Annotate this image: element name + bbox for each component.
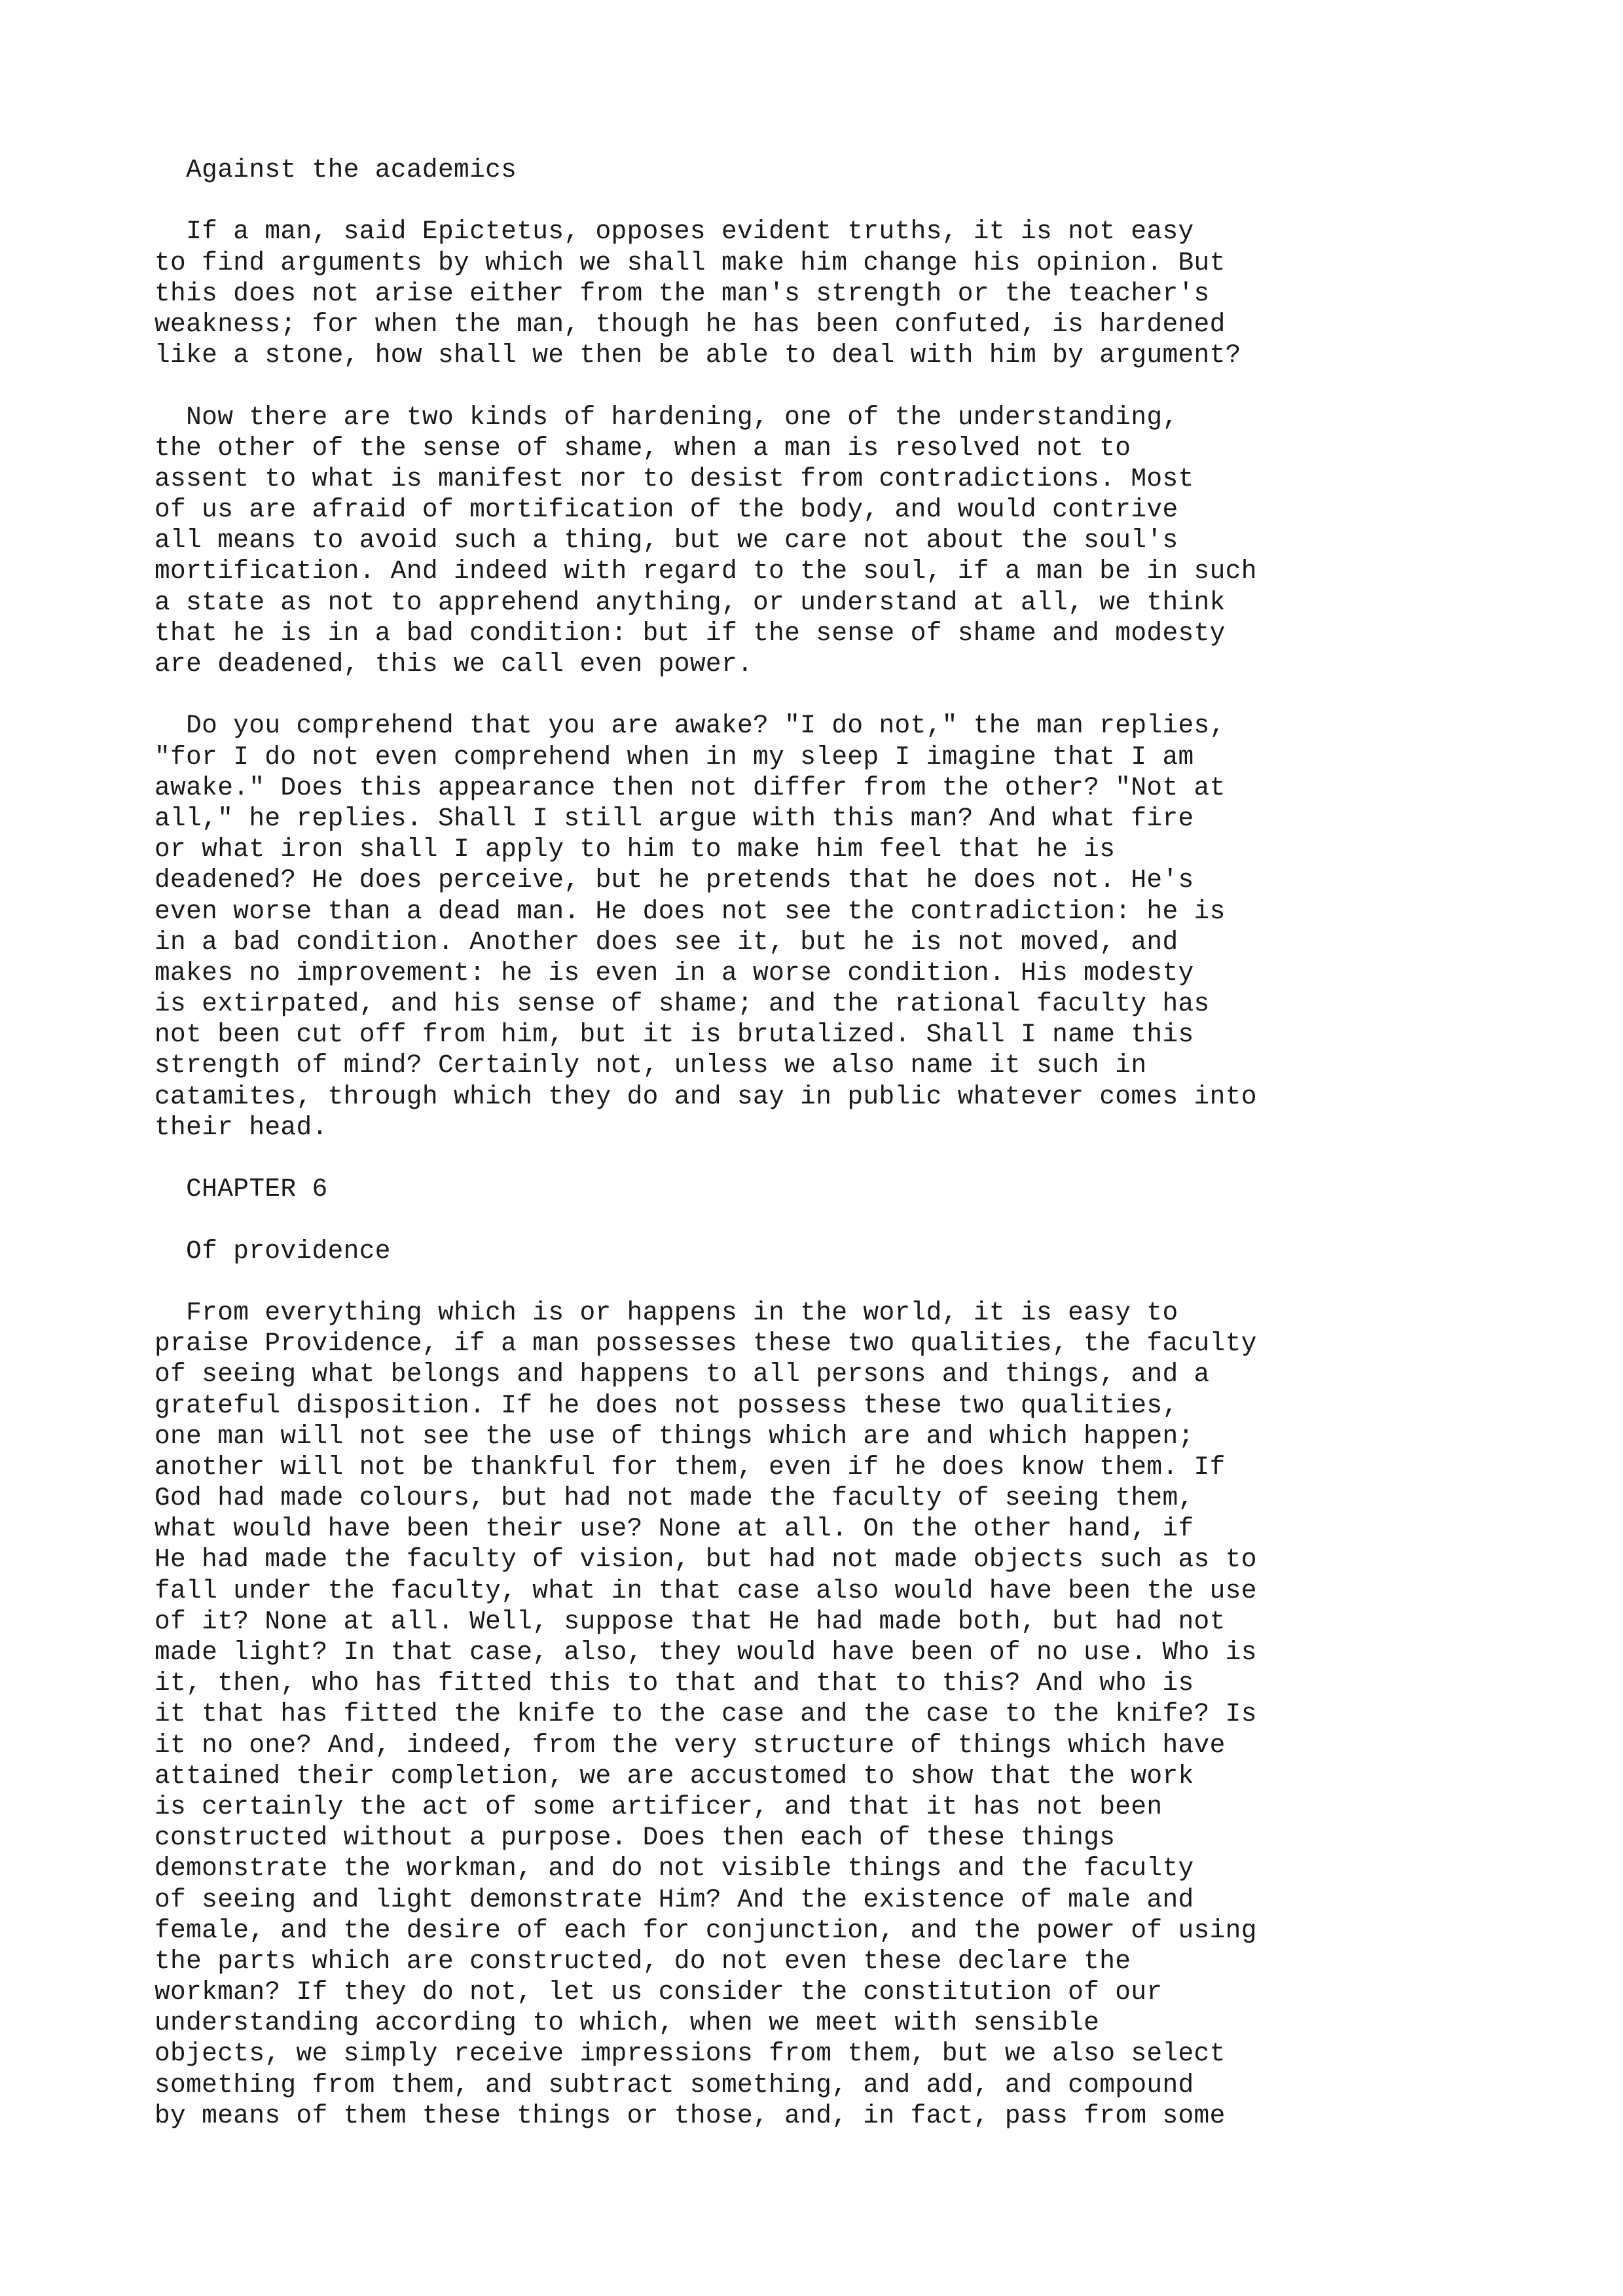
text-line: Of providence — [155, 1236, 391, 1266]
text-line: understanding according to which, when we meet with sensible — [155, 2008, 1100, 2038]
text-line: Against the academics — [155, 155, 517, 185]
blank-line — [155, 1143, 1529, 1174]
text-line: made light? In that case, also, they would have been of no use. Who is — [155, 1638, 1257, 1667]
text-line: praise Providence, if a man possesses these two qualities, the faculty — [155, 1329, 1257, 1359]
text-line: all means to avoid such a thing, but we care not about the soul's — [155, 526, 1178, 556]
text-line: mortification. And indeed with regard to the soul, if a man be in such — [155, 556, 1257, 586]
text-line: weakness; for when the man, though he has been confuted, is hardened — [155, 309, 1226, 339]
blank-line — [155, 185, 1529, 216]
text-line: of seeing what belongs and happens to all persons and things, and a — [155, 1359, 1210, 1390]
text-line: it no one? And, indeed, from the very structure of things which have — [155, 1730, 1226, 1760]
text-line: strength of mind? Certainly not, unless we also name it such in — [155, 1050, 1147, 1081]
text-line: the parts which are constructed, do not even these declare the — [155, 1946, 1131, 1976]
text-line: makes no improvement: he is even in a worse condition. His modesty — [155, 958, 1194, 988]
text-line: catamites, through which they do and say in public whatever comes into — [155, 1081, 1257, 1111]
text-line: all," he replies. Shall I still argue with this man? And what fire — [155, 803, 1194, 833]
blank-line — [155, 1266, 1529, 1297]
text-line: "for I do not even comprehend when in my sleep I imagine that I am — [155, 742, 1194, 772]
text-line: the other of the sense of shame, when a man is resolved not to — [155, 433, 1131, 463]
text-line: are deadened, this we call even power. — [155, 649, 754, 679]
text-line: CHAPTER 6 — [155, 1174, 328, 1204]
text-line: Do you comprehend that you are awake? "I do not," the man replies, — [155, 711, 1226, 741]
text-line: not been cut off from him, but it is brutalized. Shall I name this — [155, 1020, 1194, 1050]
text-line: is certainly the act of some artificer, and that it has not been — [155, 1791, 1163, 1821]
text-line: this does not arise either from the man's strength or the teacher's — [155, 278, 1210, 308]
blank-line — [155, 679, 1529, 710]
text-line: to find arguments by which we shall make him change his opinion. But — [155, 247, 1226, 278]
blank-line — [155, 370, 1529, 401]
text-line: in a bad condition. Another does see it, but he is not moved, and — [155, 927, 1178, 957]
text-line: workman? If they do not, let us consider the constitution of our — [155, 1977, 1163, 2007]
text-line: by means of them these things or those, and, in fact, pass from some — [155, 2100, 1226, 2130]
text-line: of seeing and light demonstrate Him? And the existence of male and — [155, 1884, 1194, 1914]
text-line: He had made the faculty of vision, but had not made objects such as to — [155, 1545, 1257, 1575]
text-line: a state as not to apprehend anything, or understand at all, we think — [155, 587, 1226, 617]
text-line: constructed without a purpose. Does then each of these things — [155, 1823, 1116, 1853]
text-line: grateful disposition. If he does not possess these two qualities, — [155, 1390, 1178, 1420]
text-line: is extirpated, and his sense of shame; and the rational faculty has — [155, 989, 1210, 1019]
text-line: From everything which is or happens in the world, it is easy to — [155, 1297, 1178, 1327]
text-line: deadened? He does perceive, but he pretends that he does not. He's — [155, 865, 1194, 895]
text-line: their head. — [155, 1112, 328, 1142]
text-line: that he is in a bad condition: but if the sense of shame and modesty — [155, 618, 1226, 648]
text-line: demonstrate the workman, and do not visible things and the faculty — [155, 1854, 1194, 1884]
text-line: even worse than a dead man. He does not see the contradiction: he is — [155, 896, 1226, 926]
text-line: it, then, who has fitted this to that and that to this? And who is — [155, 1668, 1194, 1698]
text-line: fall under the faculty, what in that case also would have been the use — [155, 1575, 1257, 1605]
text-line: another will not be thankful for them, even if he does know them. If — [155, 1452, 1226, 1482]
blank-line — [155, 1204, 1529, 1235]
text-line: of it? None at all. Well, suppose that He had made both, but had not — [155, 1606, 1226, 1636]
text-line: assent to what is manifest nor to desist from contradictions. Most — [155, 463, 1194, 493]
text-line: awake." Does this appearance then not differ from the other? "Not at — [155, 772, 1226, 802]
text-line: objects, we simply receive impressions from them, but we also select — [155, 2039, 1226, 2069]
text-line: If a man, said Epictetus, opposes evident truths, it is not easy — [155, 217, 1194, 247]
text-line: like a stone, how shall we then be able to deal with him by argument? — [155, 340, 1241, 370]
text-line: Now there are two kinds of hardening, one of the understanding, — [155, 402, 1178, 432]
text-line: of us are afraid of mortification of the body, and would contrive — [155, 495, 1178, 525]
text-line: it that has fitted the knife to the case and the case to the knife? Is — [155, 1699, 1257, 1729]
document-body-text — [155, 154, 1529, 2131]
text-line: female, and the desire of each for conjunction, and the power of using — [155, 1915, 1257, 1945]
text-line: God had made colours, but had not made the faculty of seeing them, — [155, 1483, 1194, 1513]
text-line: what would have been their use? None at all. On the other hand, if — [155, 1514, 1194, 1544]
text-line: or what iron shall I apply to him to make him feel that he is — [155, 834, 1116, 865]
text-line: one man will not see the use of things which are and which happen; — [155, 1421, 1194, 1451]
text-line: something from them, and subtract something, and add, and compound — [155, 2070, 1194, 2100]
text-line: attained their completion, we are accustomed to show that the work — [155, 1761, 1194, 1791]
